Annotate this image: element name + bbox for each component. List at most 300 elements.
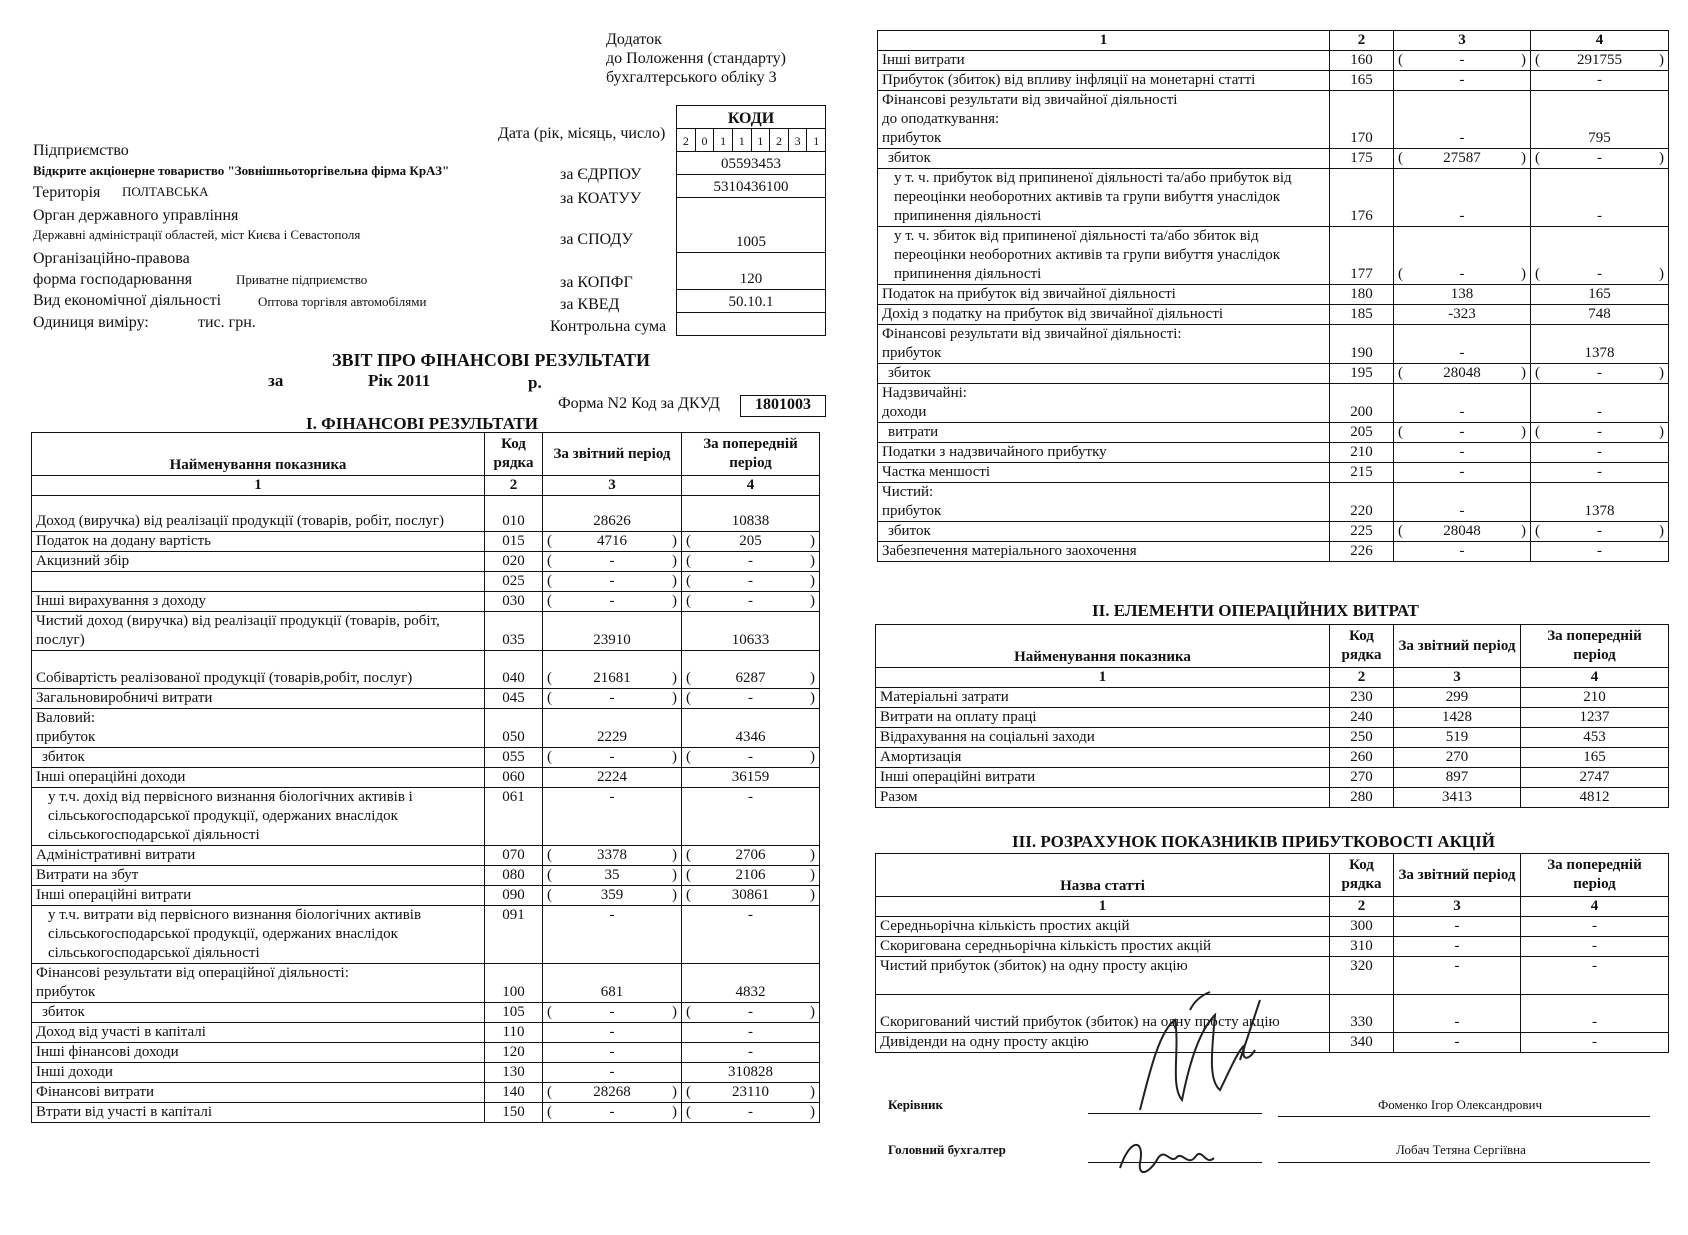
checksum-value <box>677 313 826 336</box>
row-code: 215 <box>1330 463 1394 483</box>
value-cell: 453 <box>1521 728 1669 748</box>
open-paren: ( <box>547 690 552 706</box>
row-code: 061 <box>485 788 543 846</box>
value-cell: 795 <box>1531 91 1669 149</box>
value-cell: - <box>1394 483 1531 522</box>
col-header-previous: За попередній період <box>1521 625 1669 668</box>
value: 21681 <box>593 670 631 686</box>
codes-box <box>676 105 826 336</box>
value-cell <box>543 651 682 689</box>
value-cell: 1378 <box>1531 325 1669 364</box>
row-name: Забезпечення матеріального заохочення <box>878 542 1330 562</box>
row-name: Валовий: прибуток <box>32 709 485 748</box>
row-code: 060 <box>485 768 543 788</box>
value-cell: 2224 <box>543 768 682 788</box>
row-code: 225 <box>1330 522 1394 542</box>
open-paren: ( <box>1398 365 1403 381</box>
row-code: 180 <box>1330 285 1394 305</box>
row-name: Податок на додану вартість <box>32 532 485 552</box>
unit-value: тис. грн. <box>198 314 256 331</box>
row-name: Інші операційні доходи <box>32 768 485 788</box>
open-paren: ( <box>686 533 691 549</box>
value-cell: - <box>1394 542 1531 562</box>
value-cell: - <box>1521 937 1669 957</box>
open-paren: ( <box>547 1084 552 1100</box>
open-paren: ( <box>1535 523 1540 539</box>
value: - <box>748 690 753 706</box>
date-digit: 1 <box>732 129 751 152</box>
row-code: 226 <box>1330 542 1394 562</box>
col-header-name: Назва статті <box>876 854 1330 897</box>
row-name: Інші операційні витрати <box>32 886 485 906</box>
value-cell <box>682 1103 820 1123</box>
spodu-value: 1005 <box>677 198 826 253</box>
open-paren: ( <box>686 670 691 686</box>
value-cell: 165 <box>1531 285 1669 305</box>
row-name: Загальновиробничі витрати <box>32 689 485 709</box>
value-cell <box>1531 522 1669 542</box>
table-row <box>878 384 1669 423</box>
row-name: Скоригована середньорічна кількість простих акцій <box>876 937 1330 957</box>
table-row <box>32 866 820 886</box>
table-row <box>876 768 1669 788</box>
close-paren: ) <box>672 593 677 609</box>
close-paren: ) <box>810 1104 815 1120</box>
close-paren: ) <box>1521 424 1526 440</box>
open-paren: ( <box>686 573 691 589</box>
close-paren: ) <box>810 593 815 609</box>
table-row <box>878 169 1669 227</box>
table-row <box>32 846 820 866</box>
gov-label: Орган державного управління <box>33 207 239 224</box>
accountant-name: Лобач Тетяна Сергіївна <box>1396 1142 1526 1157</box>
row-name: збиток <box>32 1003 485 1023</box>
value: 30861 <box>731 887 770 903</box>
close-paren: ) <box>1659 365 1664 381</box>
table-row <box>876 728 1669 748</box>
open-paren: ( <box>686 887 691 903</box>
row-name: Витрати на збут <box>32 866 485 886</box>
value-cell <box>1394 227 1531 285</box>
table-row <box>878 364 1669 384</box>
open-paren: ( <box>1535 424 1540 440</box>
value-cell: - <box>1531 463 1669 483</box>
value: - <box>748 553 753 569</box>
value-cell <box>682 886 820 906</box>
row-name: Чистий: прибуток <box>878 483 1330 522</box>
value: 4716 <box>597 533 627 549</box>
table-row <box>878 227 1669 285</box>
table-row <box>876 937 1669 957</box>
value: 291755 <box>1577 52 1622 68</box>
value-cell <box>682 1083 820 1103</box>
row-code: 270 <box>1330 768 1394 788</box>
row-code: 165 <box>1330 71 1394 91</box>
table-row <box>32 572 820 592</box>
director-label: Керівник <box>888 1097 944 1112</box>
value-cell <box>1394 522 1531 542</box>
date-digit: 2 <box>770 129 789 152</box>
open-paren: ( <box>547 533 552 549</box>
open-paren: ( <box>1535 52 1540 68</box>
open-paren: ( <box>686 1004 691 1020</box>
col-header-code: Код рядка <box>1330 625 1394 668</box>
open-paren: ( <box>1535 150 1540 166</box>
value-cell: 2747 <box>1521 768 1669 788</box>
codes-title: КОДИ <box>677 106 826 129</box>
value: 28268 <box>593 1084 631 1100</box>
table-row <box>878 483 1669 522</box>
close-paren: ) <box>672 1084 677 1100</box>
close-paren: ) <box>1659 424 1664 440</box>
open-paren: ( <box>1535 266 1540 282</box>
value-cell: - <box>1531 384 1669 423</box>
value-cell: 4832 <box>682 964 820 1003</box>
value-cell: - <box>1394 937 1521 957</box>
value-cell <box>543 572 682 592</box>
table-row <box>32 748 820 768</box>
table-row <box>876 688 1669 708</box>
value: - <box>748 1104 753 1120</box>
row-name: Скоригований чистий прибуток (збиток) на одну просту акцію <box>876 995 1330 1033</box>
close-paren: ) <box>672 749 677 765</box>
value-cell <box>1394 51 1531 71</box>
section3-title: ІІІ. РОЗРАХУНОК ПОКАЗНИКІВ ПРИБУТКОВОСТІ АКЦІЙ <box>1012 832 1495 851</box>
row-code: 025 <box>485 572 543 592</box>
director-signature <box>1120 990 1280 1120</box>
value-cell: - <box>682 1043 820 1063</box>
territory-label: Територія <box>33 184 101 201</box>
value-cell: - <box>1531 443 1669 463</box>
close-paren: ) <box>672 847 677 863</box>
value-cell <box>682 866 820 886</box>
value: 23110 <box>732 1084 769 1100</box>
col-header-name: Найменування показника <box>876 625 1330 668</box>
row-name: Інші вирахування з доходу <box>32 592 485 612</box>
open-paren: ( <box>1398 150 1403 166</box>
table-row <box>878 51 1669 71</box>
open-paren: ( <box>686 749 691 765</box>
table-row <box>32 1023 820 1043</box>
row-code: 015 <box>485 532 543 552</box>
section2-title: ІІ. ЕЛЕМЕНТИ ОПЕРАЦІЙНИХ ВИТРАТ <box>1092 601 1419 620</box>
value: - <box>1459 266 1465 282</box>
row-name: Разом <box>876 788 1330 808</box>
value-cell: 519 <box>1394 728 1521 748</box>
table-row <box>32 886 820 906</box>
value-cell <box>543 532 682 552</box>
value: - <box>748 1004 753 1020</box>
open-paren: ( <box>547 553 552 569</box>
row-code: 230 <box>1330 688 1394 708</box>
col-number: 4 <box>1531 31 1669 51</box>
value-cell: - <box>543 788 682 846</box>
value-cell <box>682 572 820 592</box>
table-row <box>878 91 1669 149</box>
close-paren: ) <box>672 573 677 589</box>
value-cell <box>682 552 820 572</box>
value-cell <box>543 592 682 612</box>
col-number: 4 <box>1521 668 1669 688</box>
row-name: Прибуток (збиток) від впливу інфляції на монетарні статті <box>878 71 1330 91</box>
value-cell: 210 <box>1521 688 1669 708</box>
report-title: ЗВІТ ПРО ФІНАНСОВІ РЕЗУЛЬТАТИ <box>332 350 650 370</box>
col-header-code: Код рядка <box>485 433 543 476</box>
row-code: 010 <box>485 496 543 532</box>
table-row <box>878 71 1669 91</box>
row-code: 220 <box>1330 483 1394 522</box>
table-row <box>32 592 820 612</box>
value-cell: - <box>1521 995 1669 1033</box>
unit-label: Одиниця виміру: <box>33 314 149 331</box>
kopfg-value: 120 <box>677 253 826 290</box>
row-name: Фінансові результати від операційної діяльності: прибуток <box>32 964 485 1003</box>
row-name: Відрахування на соціальні заходи <box>876 728 1330 748</box>
row-code: 140 <box>485 1083 543 1103</box>
close-paren: ) <box>672 1104 677 1120</box>
form-label: Форма N2 Код за ДКУД <box>558 395 720 412</box>
value-cell <box>682 748 820 768</box>
period-value: Рік 2011 <box>368 371 431 390</box>
row-code: 210 <box>1330 443 1394 463</box>
row-name: Собівартість реалізованої продукції (товарів,робіт, послуг) <box>32 651 485 689</box>
edrpou-label: за ЄДРПОУ <box>560 166 642 183</box>
kopfg-label: за КОПФГ <box>560 274 633 291</box>
row-code: 300 <box>1330 917 1394 937</box>
value-cell: 1237 <box>1521 708 1669 728</box>
close-paren: ) <box>672 1004 677 1020</box>
open-paren: ( <box>547 1004 552 1020</box>
row-code: 200 <box>1330 384 1394 423</box>
open-paren: ( <box>547 749 552 765</box>
legal-label-1: Організаційно-правова <box>33 250 190 267</box>
close-paren: ) <box>810 690 815 706</box>
value-cell <box>1531 51 1669 71</box>
value-cell <box>1531 364 1669 384</box>
col-number: 2 <box>1330 31 1394 51</box>
table-row <box>32 1063 820 1083</box>
table-row <box>878 305 1669 325</box>
open-paren: ( <box>547 1104 552 1120</box>
table-row <box>32 532 820 552</box>
row-code: 091 <box>485 906 543 964</box>
row-name: Інші операційні витрати <box>876 768 1330 788</box>
row-name: Втрати від участі в капіталі <box>32 1103 485 1123</box>
close-paren: ) <box>810 553 815 569</box>
open-paren: ( <box>686 1084 691 1100</box>
close-paren: ) <box>1659 52 1664 68</box>
open-paren: ( <box>686 690 691 706</box>
close-paren: ) <box>672 553 677 569</box>
close-paren: ) <box>1659 266 1664 282</box>
value-cell <box>682 689 820 709</box>
date-row <box>677 129 826 152</box>
value: - <box>1597 523 1602 539</box>
close-paren: ) <box>810 847 815 863</box>
row-name: Податок на прибуток від звичайної діяльності <box>878 285 1330 305</box>
row-code: 160 <box>1330 51 1394 71</box>
table-row <box>878 325 1669 364</box>
row-name: збиток <box>878 522 1330 542</box>
row-code: 177 <box>1330 227 1394 285</box>
value-cell <box>543 1003 682 1023</box>
row-name: Адміністративні витрати <box>32 846 485 866</box>
row-code: 250 <box>1330 728 1394 748</box>
value: - <box>1597 424 1602 440</box>
value-cell: 10838 <box>682 496 820 532</box>
value: - <box>748 573 753 589</box>
value-cell: - <box>1531 542 1669 562</box>
row-name <box>32 572 485 592</box>
value: - <box>1597 266 1602 282</box>
value: 205 <box>739 533 762 549</box>
date-digit: 1 <box>807 129 826 152</box>
table-row <box>878 443 1669 463</box>
value: 28048 <box>1443 365 1481 381</box>
row-code: 195 <box>1330 364 1394 384</box>
value-cell: 299 <box>1394 688 1521 708</box>
row-name: Матеріальні затрати <box>876 688 1330 708</box>
checksum-label: Контрольна сума <box>550 318 667 335</box>
row-code: 175 <box>1330 149 1394 169</box>
annex-line: Додаток <box>606 31 662 48</box>
row-code: 110 <box>485 1023 543 1043</box>
open-paren: ( <box>547 573 552 589</box>
open-paren: ( <box>547 867 552 883</box>
table-row <box>876 748 1669 768</box>
value-cell: - <box>1394 384 1531 423</box>
value: 359 <box>600 887 624 903</box>
koatuu-value: 5310436100 <box>677 175 826 198</box>
accountant-name-line <box>1278 1162 1650 1163</box>
close-paren: ) <box>810 867 815 883</box>
col-header-code: Код рядка <box>1330 854 1394 897</box>
table-row <box>32 1103 820 1123</box>
row-code: 040 <box>485 651 543 689</box>
row-code: 105 <box>485 1003 543 1023</box>
activity-value: Оптова торгівля автомобілями <box>258 294 427 309</box>
value: - <box>1597 365 1602 381</box>
enterprise-label: Підприємство <box>33 142 129 159</box>
close-paren: ) <box>672 670 677 686</box>
edrpou-value: 05593453 <box>677 152 826 175</box>
open-paren: ( <box>1398 266 1403 282</box>
open-paren: ( <box>1398 52 1403 68</box>
row-name: Дохід з податку на прибуток від звичайної діяльності <box>878 305 1330 325</box>
row-code: 130 <box>485 1063 543 1083</box>
value: - <box>748 593 753 609</box>
koatuu-label: за КОАТУУ <box>560 190 642 207</box>
table-row <box>878 542 1669 562</box>
open-paren: ( <box>547 887 552 903</box>
value: - <box>748 749 753 765</box>
value-cell <box>682 592 820 612</box>
close-paren: ) <box>1521 266 1526 282</box>
value-cell: 36159 <box>682 768 820 788</box>
date-digit: 0 <box>695 129 714 152</box>
table-row <box>878 149 1669 169</box>
row-name: Фінансові результати від звичайної діяльності: прибуток <box>878 325 1330 364</box>
value-cell <box>682 651 820 689</box>
row-name: збиток <box>878 149 1330 169</box>
row-code: 055 <box>485 748 543 768</box>
period-suffix: р. <box>528 373 542 392</box>
table-row <box>876 917 1669 937</box>
row-name: Інші доходи <box>32 1063 485 1083</box>
value-cell: 897 <box>1394 768 1521 788</box>
section2-table <box>875 624 1669 808</box>
open-paren: ( <box>686 867 691 883</box>
row-code: 176 <box>1330 169 1394 227</box>
col-number: 1 <box>32 476 485 496</box>
value: 2706 <box>735 847 766 863</box>
value-cell <box>1531 149 1669 169</box>
section1-table <box>31 432 820 1123</box>
value-cell <box>543 866 682 886</box>
value-cell: - <box>1531 169 1669 227</box>
date-digit: 3 <box>788 129 807 152</box>
row-code: 070 <box>485 846 543 866</box>
close-paren: ) <box>810 887 815 903</box>
value: 2106 <box>735 867 766 883</box>
row-code: 170 <box>1330 91 1394 149</box>
row-name: Акцизний збір <box>32 552 485 572</box>
row-name: Інші фінансові доходи <box>32 1043 485 1063</box>
section1-title: І. ФІНАНСОВІ РЕЗУЛЬТАТИ <box>306 414 538 433</box>
row-code: 185 <box>1330 305 1394 325</box>
row-code: 100 <box>485 964 543 1003</box>
row-code: 150 <box>485 1103 543 1123</box>
dkud-code: 1801003 <box>740 395 826 417</box>
table-row <box>878 285 1669 305</box>
annex-note <box>606 30 786 87</box>
value-cell <box>682 532 820 552</box>
table-row <box>878 423 1669 443</box>
date-digit: 2 <box>677 129 696 152</box>
value-cell: 138 <box>1394 285 1531 305</box>
close-paren: ) <box>810 1004 815 1020</box>
value: - <box>609 749 615 765</box>
value-cell: 165 <box>1521 748 1669 768</box>
table-row <box>32 552 820 572</box>
value-cell: - <box>543 1043 682 1063</box>
open-paren: ( <box>1398 523 1403 539</box>
row-name: Податки з надзвичайного прибутку <box>878 443 1330 463</box>
value: 35 <box>604 867 620 883</box>
open-paren: ( <box>686 553 691 569</box>
row-code: 030 <box>485 592 543 612</box>
value: - <box>609 553 615 569</box>
row-code: 020 <box>485 552 543 572</box>
row-name: у т.ч. витрати від первісного визнання біологічних активів сільськогосподарської продукції, одержаних внаслідок сільськогосподарської діяльності <box>32 906 485 964</box>
value-cell <box>682 846 820 866</box>
date-digit: 1 <box>714 129 733 152</box>
row-name: витрати <box>878 423 1330 443</box>
value-cell: - <box>1394 91 1531 149</box>
spodu-label: за СПОДУ <box>560 231 633 248</box>
value-cell: - <box>682 1023 820 1043</box>
row-name: у т.ч. дохід від первісного визнання біологічних активів і сільськогосподарської продукції, одержаних внаслідок сільськогосподарської діяльності <box>32 788 485 846</box>
value-cell: - <box>543 1023 682 1043</box>
territory-value: ПОЛТАВСЬКА <box>122 184 209 199</box>
value-cell <box>1394 149 1531 169</box>
value-cell: - <box>543 906 682 964</box>
row-code: 340 <box>1330 1033 1394 1053</box>
value-cell <box>543 846 682 866</box>
row-name: Доход (виручка) від реалізації продукції (товарів, робіт, послуг) <box>32 496 485 532</box>
value-cell <box>1394 423 1531 443</box>
value: - <box>1459 424 1465 440</box>
